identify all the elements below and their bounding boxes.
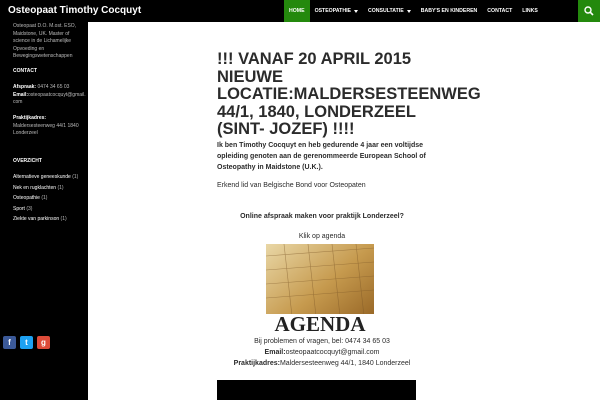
- email-link[interactable]: osteopaatcocquyt@gmail.com: [285, 349, 380, 356]
- contact-practice: [13, 115, 88, 138]
- contact-address-line: [217, 360, 427, 367]
- nav-item-label: HOME: [289, 8, 305, 14]
- twitter-icon: t: [25, 338, 28, 347]
- main-nav: [284, 0, 543, 22]
- nav-item-label: OSTEOPATHIE: [314, 8, 351, 14]
- embedded-video[interactable]: [217, 380, 416, 400]
- google-plus-icon: g: [41, 338, 46, 347]
- practice-label: Praktijkadres:: [233, 360, 280, 367]
- online-appointment-text: Online afspraak maken voor praktijk Londerzeel?: [240, 213, 404, 220]
- category-item: [13, 204, 87, 215]
- category-count: (1): [41, 195, 48, 202]
- top-bar: [0, 0, 600, 22]
- nav-item-label: BABY'S EN KINDEREN: [420, 8, 478, 14]
- site-title[interactable]: Osteopaat Timothy Cocquyt: [8, 5, 142, 16]
- category-item: [13, 172, 87, 183]
- email-link[interactable]: osteopaatcocquyt@gmail.com: [13, 91, 86, 105]
- dropdown-caret-icon: [354, 10, 358, 13]
- category-link[interactable]: Osteopathie: [13, 195, 40, 202]
- contact-phone-line: Bij problemen of vragen, bel: 0474 34 65 03: [254, 338, 390, 345]
- agenda-link-image[interactable]: [266, 244, 374, 336]
- category-count: (1): [57, 184, 64, 191]
- contact-widget-title: CONTACT: [13, 68, 38, 74]
- agenda-image-label: AGENDA: [274, 312, 366, 336]
- google-plus-button[interactable]: [37, 336, 50, 349]
- main-content: [88, 22, 600, 400]
- intro-paragraph: Ik ben Timothy Cocquyt en heb gedurende 4 jaar een voltijdse opleiding genoten aan de gerenommeerde European School of Osteopathy in Maidstone (U.K.).: [217, 142, 426, 171]
- site-description: Osteopaat D.O. M.ost. ESO, Maidstone, UK. Master of science in de Lichamelijke Opvoeding en Bewegingswetenschappen: [13, 23, 77, 59]
- email-label: Email:: [13, 91, 29, 98]
- membership-text: Erkend lid van Belgische Bond voor Osteopaten: [217, 182, 366, 189]
- nav-item-label: CONTACT: [487, 8, 513, 14]
- appointment-phone: 0474 34 65 03: [36, 84, 70, 90]
- category-count: (3): [26, 205, 33, 212]
- category-item: [13, 193, 87, 204]
- sidebar: [0, 22, 88, 400]
- dropdown-caret-icon: [407, 10, 411, 13]
- overview-widget-title: OVERZICHT: [13, 158, 42, 164]
- social-buttons: [3, 336, 50, 349]
- nav-item-babys-en-kinderen[interactable]: [416, 0, 483, 22]
- email-label: Email:: [264, 349, 286, 356]
- nav-item-contact[interactable]: [482, 0, 517, 22]
- nav-item-osteopathie[interactable]: [310, 0, 363, 22]
- category-count: (1): [60, 216, 67, 223]
- click-agenda-text: Klik op agenda: [298, 233, 346, 240]
- category-link[interactable]: Ziekte van parkinson: [13, 216, 60, 223]
- nav-item-label: LINKS: [522, 8, 538, 14]
- category-link[interactable]: Alternatieve geneeskunde: [13, 174, 71, 180]
- facebook-button[interactable]: [3, 336, 16, 349]
- contact-email-line: [217, 349, 427, 356]
- category-link[interactable]: Sport: [13, 205, 25, 212]
- practice-address: Maldersesteenweg 44/1 1840 Londerzeel: [13, 122, 79, 136]
- category-item: [13, 183, 87, 194]
- twitter-button[interactable]: [20, 336, 33, 349]
- nav-item-home[interactable]: [284, 0, 310, 22]
- appointment-label: Afspraak:: [13, 84, 37, 90]
- practice-address: Maldersesteenweg 44/1, 1840 Londerzeel: [279, 360, 411, 367]
- category-link[interactable]: Nek en rugklachten: [13, 184, 57, 191]
- category-item: [13, 214, 87, 225]
- practice-label: Praktijkadres:: [13, 115, 47, 121]
- contact-appointment: [13, 84, 88, 107]
- nav-item-consultatie[interactable]: [363, 0, 416, 22]
- post-title: !!! VANAF 20 APRIL 2015 NIEUWE LOCATIE:MALDERSESTEENWEG 44/1, 1840, LONDERZEEL (SINT- JOZEF) !!!!: [217, 50, 481, 138]
- category-count: (1): [72, 174, 79, 180]
- nav-item-links[interactable]: [517, 0, 543, 22]
- search-button[interactable]: [578, 0, 600, 22]
- nav-item-label: CONSULTATIE: [367, 8, 404, 14]
- category-list: [13, 172, 87, 225]
- search-icon: [584, 6, 594, 16]
- facebook-icon: f: [8, 338, 11, 347]
